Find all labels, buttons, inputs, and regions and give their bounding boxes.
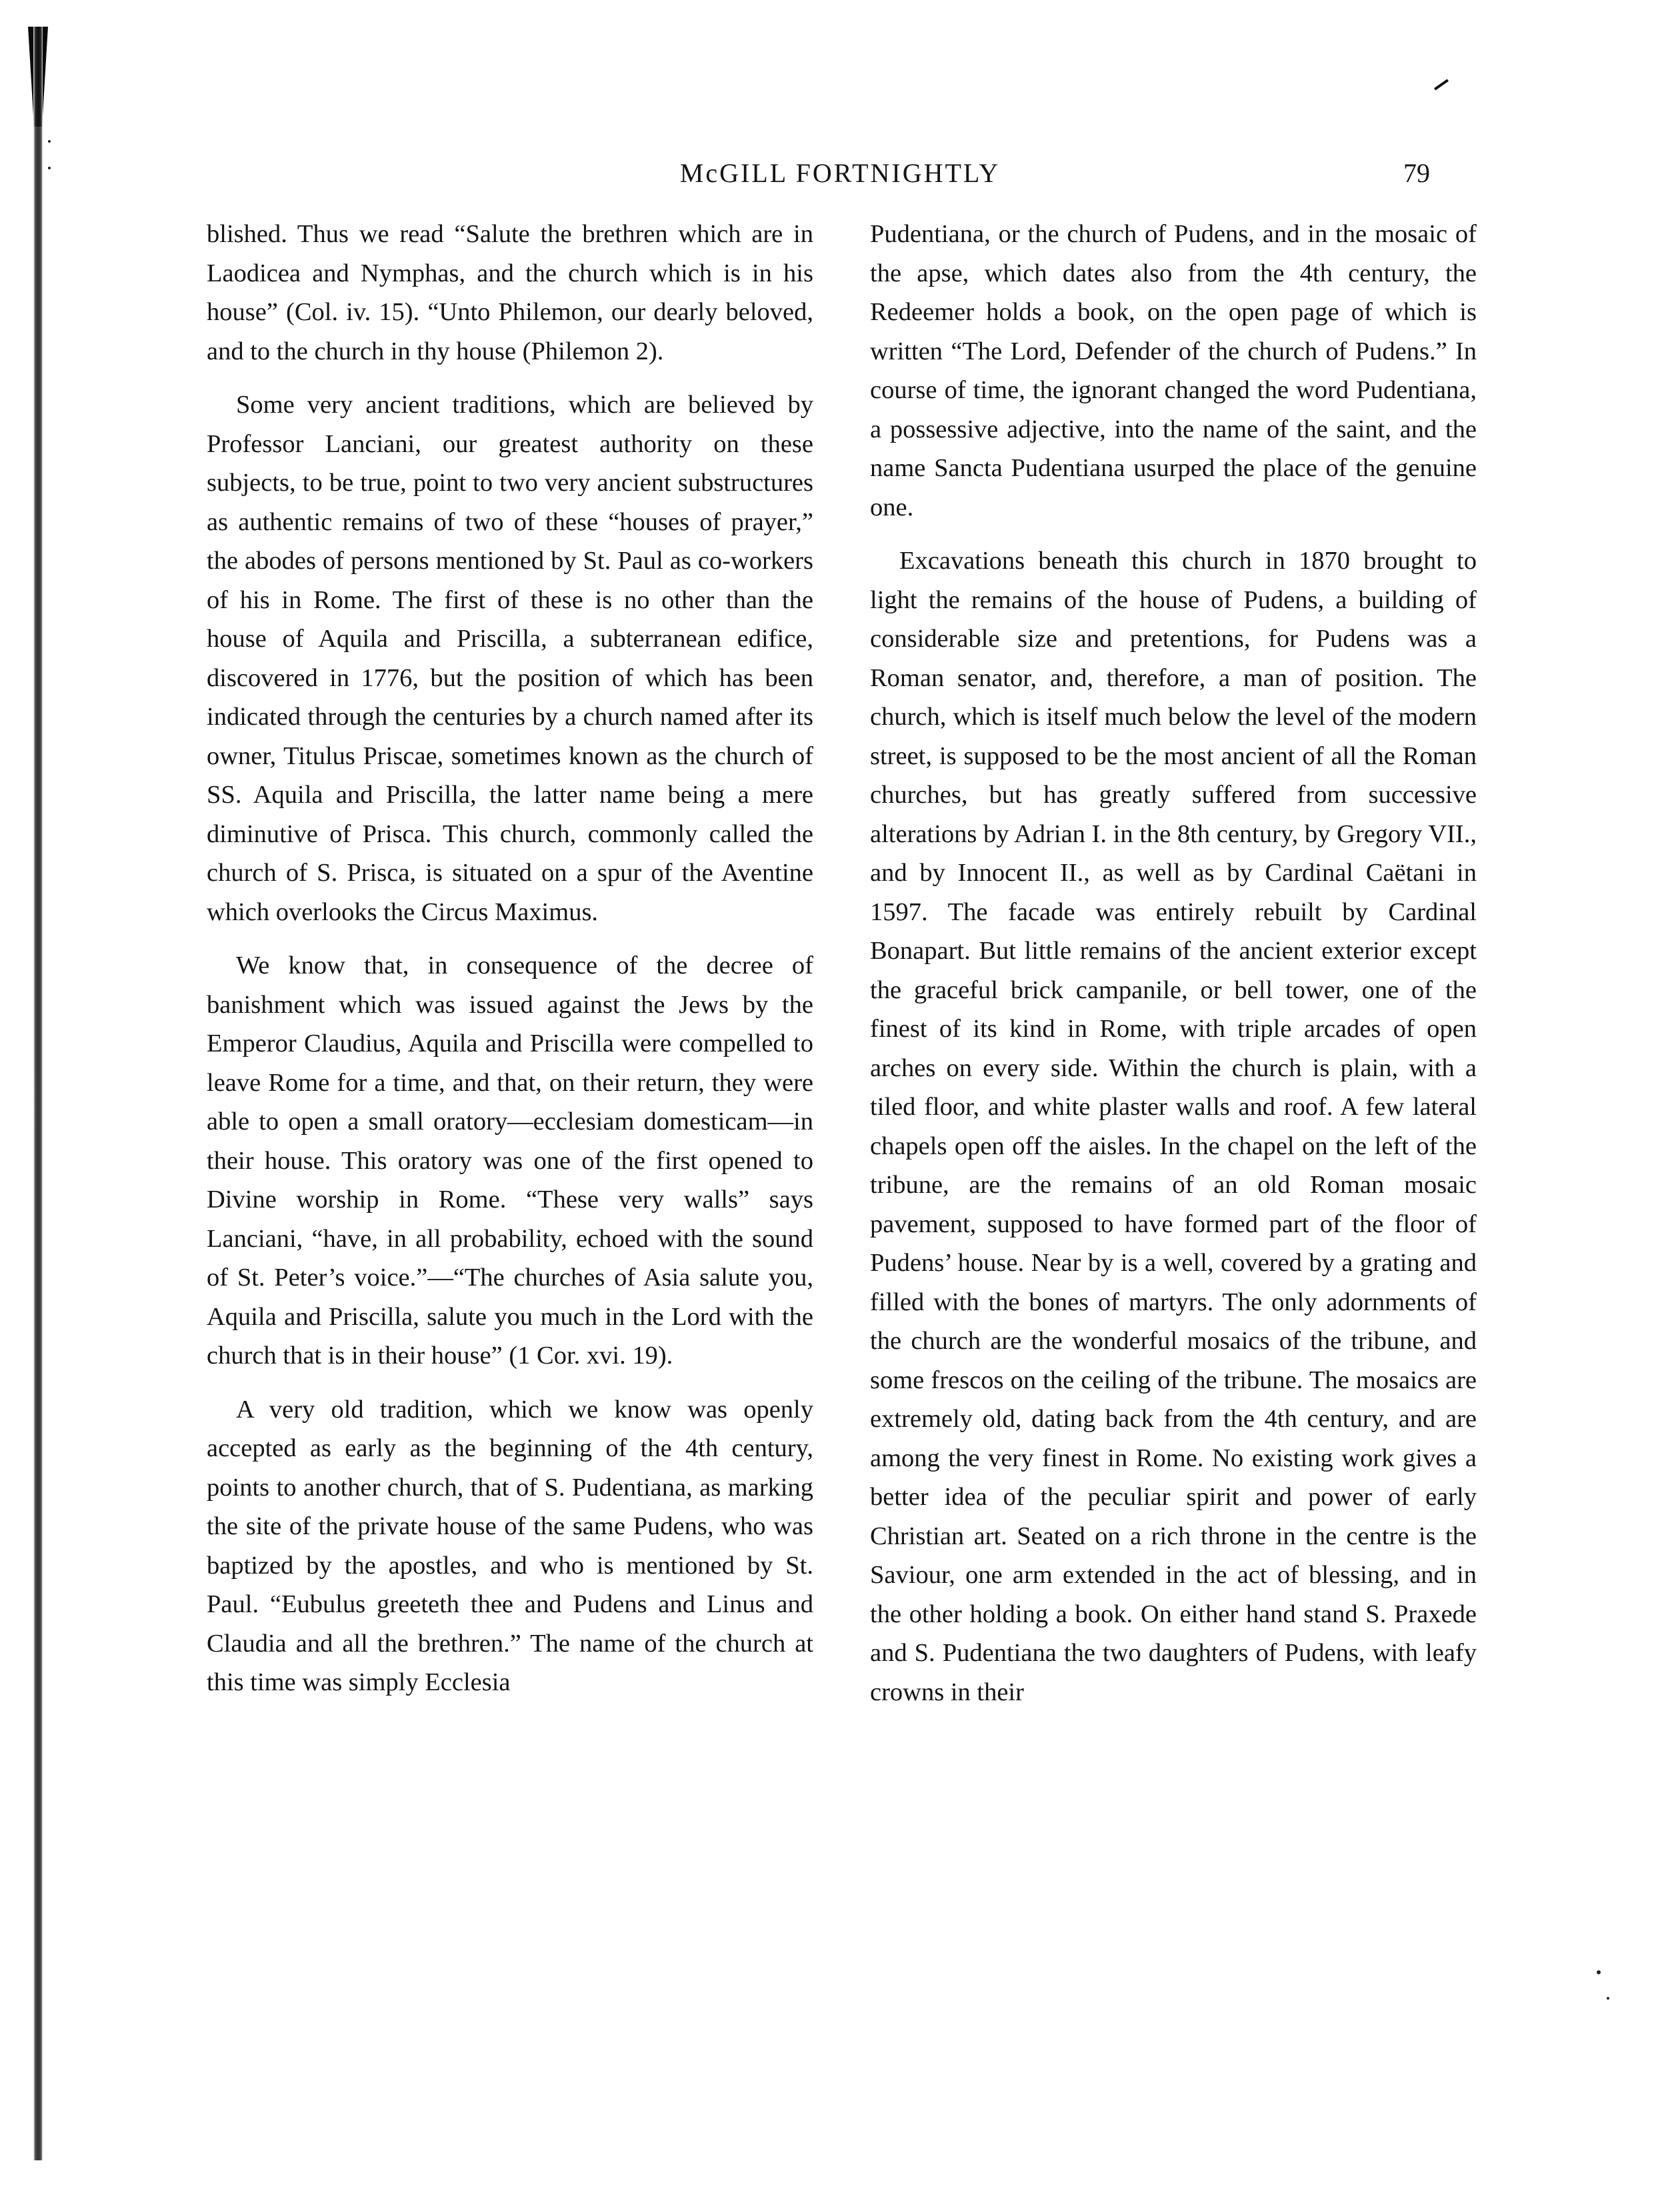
stray-dot	[48, 140, 51, 143]
stray-dot	[48, 167, 51, 169]
pencil-mark	[1434, 79, 1449, 90]
stray-dot	[1607, 1997, 1609, 2000]
paragraph: A very old tradition, which we know was openly accepted as early as the beginning of the 4th century, points to another church, that of S. Pudentiana, as marking the site of the private house of the same Pudens, who was baptized by the apostles, and who is mentioned by St. Paul. “Eubulus greeteth thee and Pudens and Linus and Claudia and all the brethren.” The name of the church at this time was simply Ecclesia	[207, 1395, 813, 1696]
right-column	[870, 215, 1477, 1726]
paragraph: Pudentiana, or the church of Pudens, and in the mosaic of the apse, which dates also from the 4th century, the Redeemer holds a book, on the open page of which is written “The Lord, Defender of the church of Pudens.” In course of time, the ignorant changed the word Pudentiana, a possessive adjective, into the name of the saint, and the name Sancta Pudentiana usurped the place of the genuine one.	[870, 220, 1477, 521]
paragraph: blished. Thus we read “Salute the brethren which are in Laodicea and Nymphas, and the church which is in his house” (Col. iv. 15). “Unto Philemon, our dearly beloved, and to the church in thy house (Philemon 2).	[207, 220, 813, 365]
page-number: 79	[1403, 158, 1430, 188]
paragraph: Some very ancient traditions, which are believed by Professor Lanciani, our greatest authority on these subjects, to be true, point to two very ancient substructures as authentic remains of two of these “houses of prayer,” the abodes of persons mentioned by St. Paul as co-workers of his in Rome. The first of these is no other than the house of Aquila and Priscilla, a subterranean edifice, discovered in 1776, but the position of which has been indicated through the centuries by a church named after its owner, Titulus Priscae, sometimes known as the church of SS. Aquila and Priscilla, the latter name being a mere diminutive of Prisca. This church, commonly called the church of S. Prisca, is situated on a spur of the Aventine which overlooks the Circus Maximus.	[207, 391, 813, 926]
paragraph: We know that, in consequence of the decree of banishment which was issued against the Jews by the Emperor Claudius, Aquila and Priscilla were compelled to leave Rome for a time, and that, on their return, they were able to open a small oratory—ecclesiam domesticam—in their house. This oratory was one of the first opened to Divine worship in Rome. “These very walls” says Lanciani, “have, in all probability, echoed with the sound of St. Peter’s voice.”—“The churches of Asia salute you, Aquila and Priscilla, salute you much in the Lord with the church that is in their house” (1 Cor. xvi. 19).	[207, 951, 813, 1370]
binding-edge	[33, 27, 43, 2160]
left-column	[207, 215, 813, 1717]
stray-dot	[1597, 1970, 1601, 1974]
running-title: McGILL FORTNIGHTLY	[679, 158, 1001, 188]
paragraph: Excavations beneath this church in 1870 brought to light the remains of the house of Pudens, a building of considerable size and pretentions, for Pudens was a Roman senator, and, therefore, a man of position. The church, which is itself much below the level of the modern street, is supposed to be the most ancient of all the Roman churches, but has greatly suffered from successive alterations by Adrian I. in the 8th century, by Gregory VII., and by Innocent II., as well as by Cardinal Caëtani in 1597. The facade was entirely rebuilt by Cardinal Bonapart. But little remains of the ancient exterior except the graceful brick campanile, or bell tower, one of the finest of its kind in Rome, with triple arcades of open arches on every side. Within the church is plain, with a tiled floor, and white plaster walls and roof. A few lateral chapels open off the aisles. In the chapel on the left of the tribune, are the remains of an old Roman mosaic pavement, supposed to have formed part of the floor of Pudens’ house. Near by is a well, covered by a grating and filled with the bones of martyrs. The only adornments of the church are the wonderful mosaics of the tribune, and some frescos on the ceiling of the tribune. The mosaics are extremely old, dating back from the 4th century, and are among the very finest in Rome. No existing work gives a better idea of the peculiar spirit and power of early Christian art. Seated on a rich throne in the centre is the Saviour, one arm extended in the act of blessing, and in the other holding a book. On either hand stand S. Praxede and S. Pudentiana the two daughters of Pudens, with leafy crowns in their	[870, 547, 1477, 1706]
